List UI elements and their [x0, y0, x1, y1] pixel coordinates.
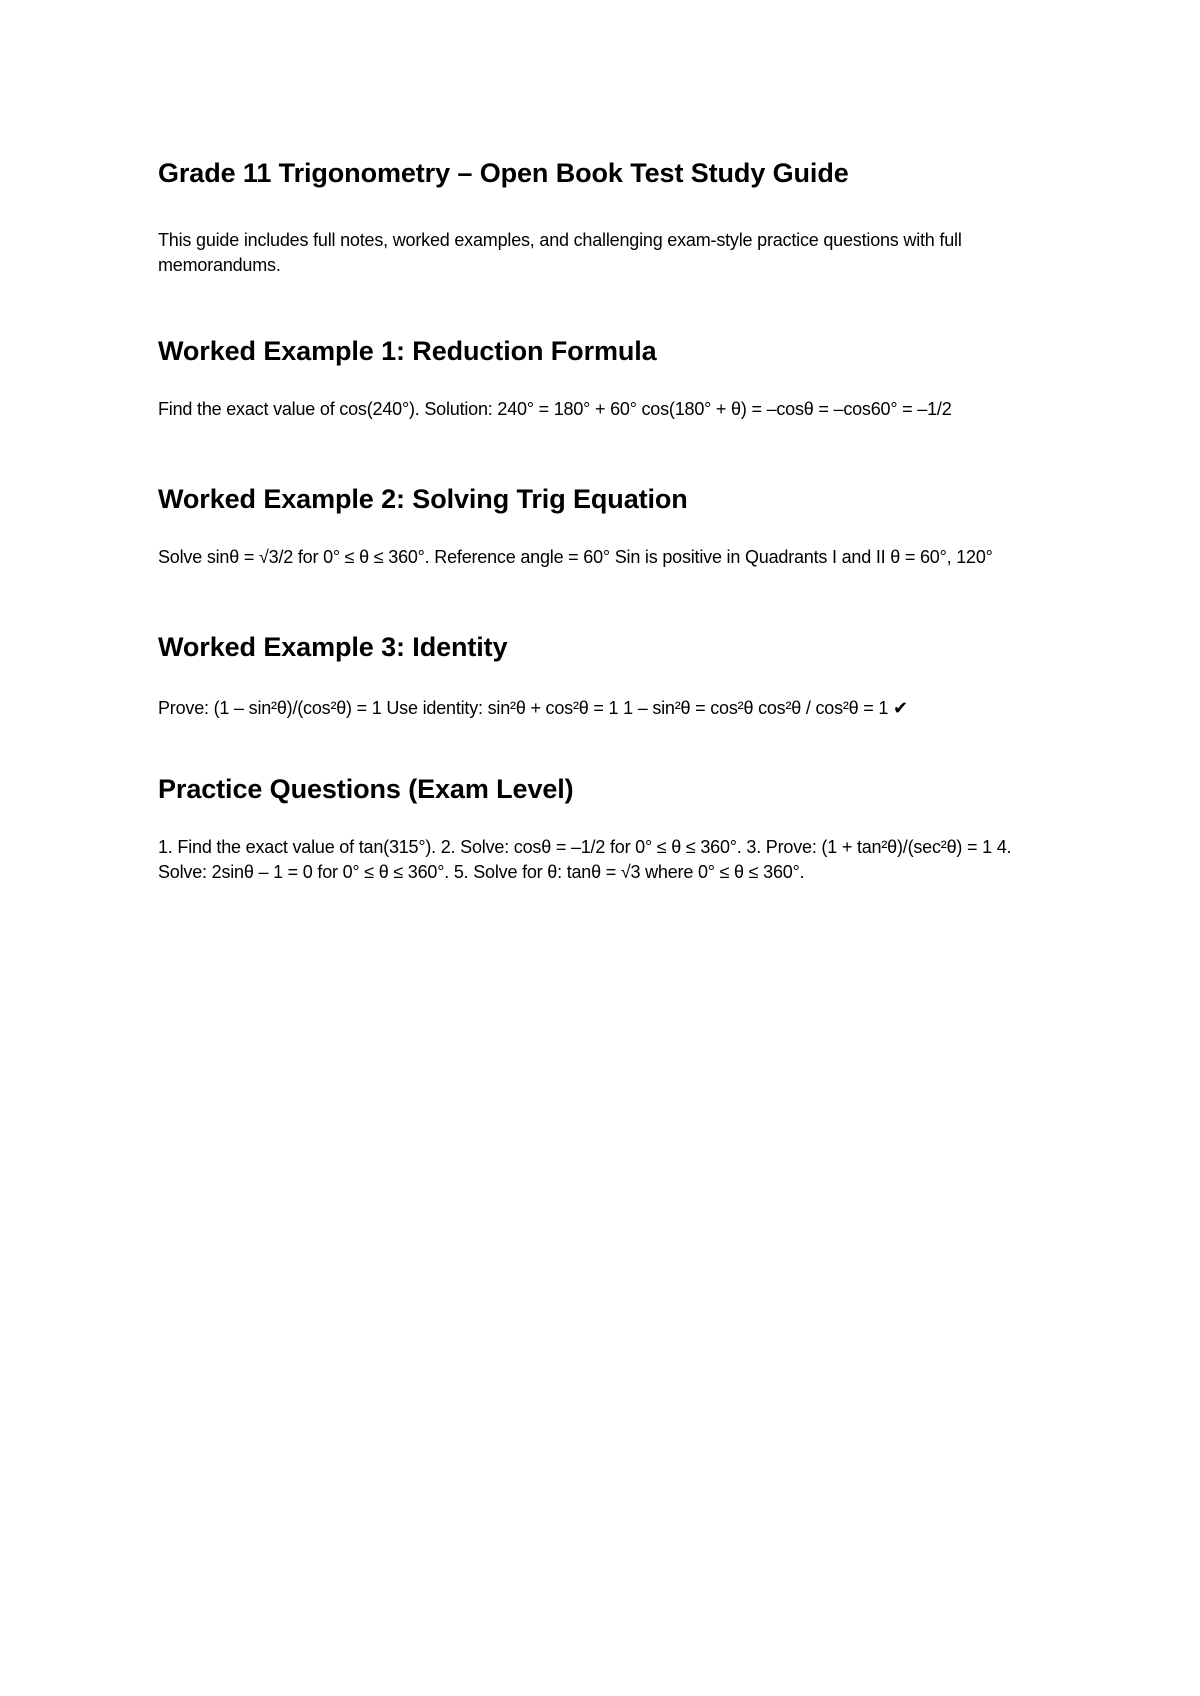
section-heading: Practice Questions (Exam Level)	[158, 774, 574, 804]
section-heading: Worked Example 1: Reduction Formula	[158, 336, 657, 366]
section-worked-example-1	[158, 334, 1048, 422]
intro-paragraph: This guide includes full notes, worked examples, and challenging exam-style practice questions with full memorandums.	[158, 230, 962, 275]
section-worked-example-3	[158, 630, 1048, 721]
section-heading: Worked Example 2: Solving Trig Equation	[158, 484, 688, 514]
section-practice-questions	[158, 772, 1048, 885]
section-body: Solve sinθ = √3/2 for 0° ≤ θ ≤ 360°. Reference angle = 60° Sin is positive in Quadrants I and II θ = 60°, 120°	[158, 547, 993, 567]
section-heading: Worked Example 3: Identity	[158, 632, 508, 662]
section-body: Find the exact value of cos(240°). Solution: 240° = 180° + 60° cos(180° + θ) = –cosθ = –cos60° = –1/2	[158, 399, 952, 419]
section-body: 1. Find the exact value of tan(315°). 2. Solve: cosθ = –1/2 for 0° ≤ θ ≤ 360°. 3. Prove: (1 + tan²θ)/(sec²θ) = 1 4. Solve: 2sinθ – 1 = 0 for 0° ≤ θ ≤ 360°. 5. Solve for θ: tanθ = √3 where 0° ≤ θ ≤ 360°.	[158, 837, 1012, 882]
section-worked-example-2	[158, 482, 1048, 570]
document-content	[158, 156, 1048, 885]
document-title: Grade 11 Trigonometry – Open Book Test Study Guide	[158, 158, 849, 188]
section-body: Prove: (1 – sin²θ)/(cos²θ) = 1 Use identity: sin²θ + cos²θ = 1 1 – sin²θ = cos²θ cos²θ / cos²θ = 1 ✔	[158, 698, 908, 718]
